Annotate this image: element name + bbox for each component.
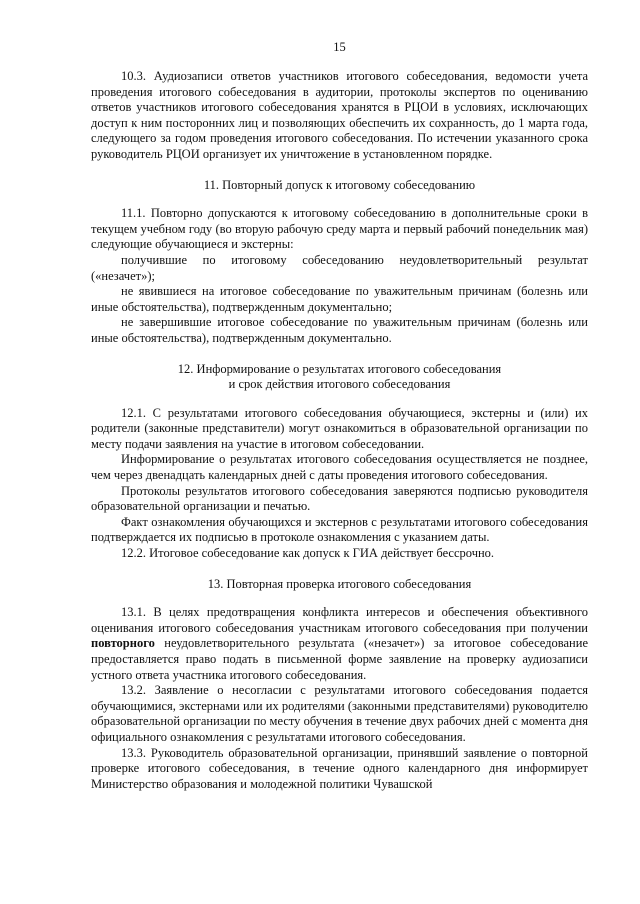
section-11-heading (91, 178, 588, 194)
list-item-not-appeared: не явившиеся на итоговое собеседование по уважительным причинам (болезнь или иные обстоятельства), подтвержденным документально; (91, 284, 588, 314)
list-item-not-finished: не завершившие итоговое собеседование по уважительным причинам (болезнь или иные обстоятельства), подтвержденным документально. (91, 315, 588, 345)
paragraph-12-1: 12.1. С результатами итогового собеседования обучающиеся, экстерны и (или) их родители (законные представители) могут ознакомиться в образовательной организации по месту подачи заявления на участие в итоговом собеседовании. (91, 405, 588, 451)
paragraph-13-1-start: 13.1. В целях предотвращения конфликта интересов и обеспечения объективного оценивания итогового собеседования участникам итогового собеседования при получении (91, 605, 588, 635)
paragraph-11-1: 11.1. Повторно допускаются к итоговому собеседованию в дополнительные сроки в текущем учебном году (во вторую рабочую среду марта и первый рабочий понедельник мая) следующие обучающиеся и экстерны: (91, 206, 588, 252)
section-11-title: 11. Повторный допуск к итоговому собеседованию (203, 177, 476, 192)
section-12-title-line1: 12. Информирование о результатах итогового собеседования (177, 361, 502, 376)
list-item-not-passed: получившие по итоговому собеседованию неудовлетворительный результат («незачет»); (91, 252, 588, 283)
paragraph-12-2: 12.2. Итоговое собеседование как допуск к ГИА действует бессрочно. (121, 546, 495, 561)
page-number: 15 (333, 40, 346, 54)
paragraph-12-protocols: Протоколы результатов итогового собеседования заверяются подписью руководителя образовательной организации и печатью. (91, 483, 588, 514)
paragraph-10-3: 10.3. Аудиозаписи ответов участников итогового собеседования, ведомости учета проведения итогового собеседования в аудитории, протоколы экспертов по оцениванию ответов участников итогового собеседования хранятся в РЦОИ в условиях, исключающих доступ к ним посторонних лиц и позволяющих обеспечить их сохранность, до 1 марта года, следующего за годом проведения итогового собеседования. По истечении указанного срока руководитель РЦОИ организует их уничтожение в установленном порядке. (91, 69, 588, 161)
paragraph-12-informing: Информирование о результатах итогового собеседования осуществляется не позднее, чем через двенадцать календарных дней с даты проведения итогового собеседования. (91, 452, 588, 483)
section-13-heading (91, 577, 588, 593)
paragraph-13-1-end: неудовлетворительного результата («незачет») за итоговое собеседование предоставляется право подать в письменной форме заявление на проверку аудиозаписи устного ответа участника итогового собеседования. (91, 636, 588, 682)
paragraph-12-acquaintance: Факт ознакомления обучающихся и экстернов с результатами итогового собеседования подтверждается их подписью в протоколе ознакомления с указанием даты. (91, 514, 588, 545)
paragraph-13-3: 13.3. Руководитель образовательной организации, принявший заявление о повторной проверке итогового собеседования, в течение одного календарного дня информирует Министерство образования и молодежной политики Чувашской (91, 745, 588, 791)
section-12-title-line2: и срок действия итогового собеседования (228, 377, 451, 392)
section-12-heading (91, 362, 588, 393)
paragraph-13-1-bold: повторного (91, 636, 155, 651)
paragraph-13-2: 13.2. Заявление о несогласии с результатами итогового собеседования подается обучающимися, экстернами или их родителями (законными представителями) руководителю образовательной организации по месту обучения в течение двух рабочих дней с момента дня официального ознакомления с результатами итогового собеседования. (91, 683, 588, 744)
section-13-title: 13. Повторная проверка итогового собеседования (207, 576, 472, 591)
paragraph-13-1 (91, 605, 588, 683)
